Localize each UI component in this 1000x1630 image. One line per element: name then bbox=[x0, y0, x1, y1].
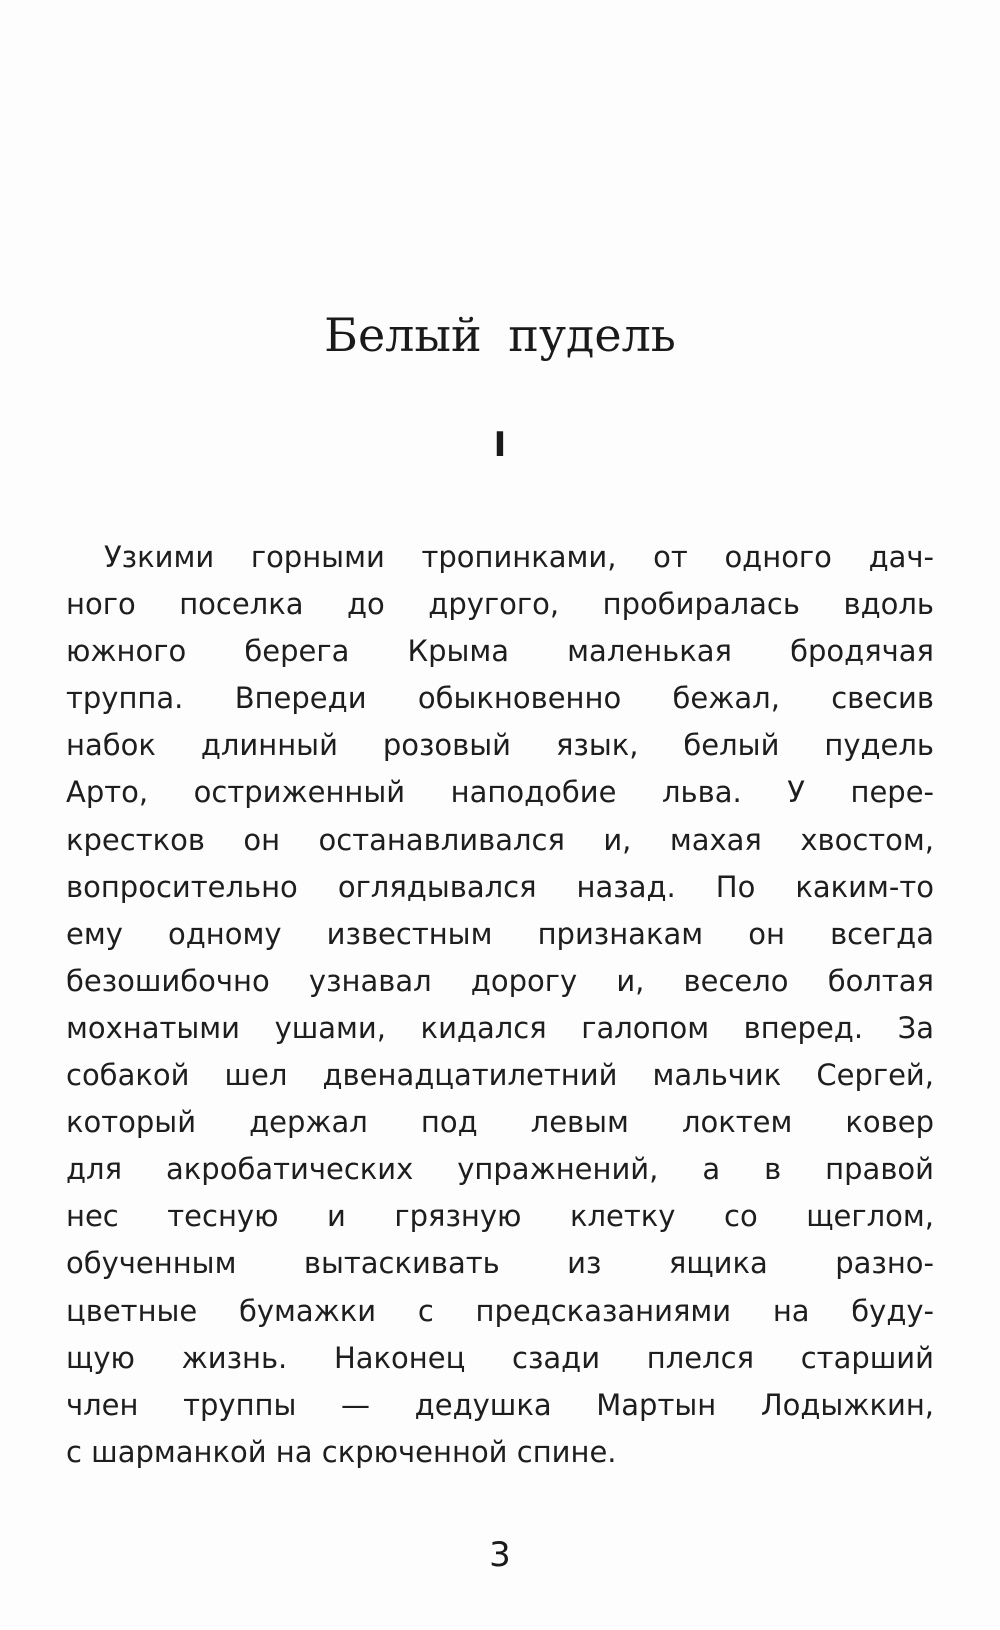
text-line: безошибочно узнавал дорогу и, весело болтая bbox=[66, 963, 934, 998]
text-line: для акробатических упражнений, а в правой bbox=[66, 1152, 934, 1187]
text-line: который держал под левым локтем ковер bbox=[66, 1105, 934, 1140]
text-line: Арто, остриженный наподобие льва. У пере- bbox=[66, 775, 934, 810]
text-line: ему одному известным признакам он всегда bbox=[66, 916, 934, 951]
page-number: 3 bbox=[489, 1535, 511, 1575]
text-line: южного берега Крыма маленькая бродячая bbox=[66, 634, 934, 669]
text-line: ного поселка до другого, пробиралась вдоль bbox=[66, 587, 934, 622]
text-line: цветные бумажки с предсказаниями на буду- bbox=[66, 1293, 934, 1328]
text-line: Узкими горными тропинками, от одного дач- bbox=[104, 540, 934, 574]
chapter-number: I bbox=[493, 425, 507, 465]
text-line: с шарманкой на скрюченной спине. bbox=[66, 1434, 617, 1469]
text-line: собакой шел двенадцатилетний мальчик Сергей, bbox=[66, 1058, 934, 1093]
text-line: мохнатыми ушами, кидался галопом вперед. За bbox=[66, 1010, 934, 1045]
text-line: обученным вытаскивать из ящика разно- bbox=[66, 1246, 934, 1281]
text-line: труппа. Впереди обыкновенно бежал, свесив bbox=[66, 681, 934, 716]
story-title: Белый пудель bbox=[324, 308, 676, 362]
text-line: вопросительно оглядывался назад. По каким-то bbox=[66, 869, 934, 904]
text-line: член труппы — дедушка Мартын Лодыжкин, bbox=[66, 1387, 934, 1422]
text-line: щую жизнь. Наконец сзади плелся старший bbox=[66, 1340, 934, 1375]
text-line: набок длинный розовый язык, белый пудель bbox=[66, 728, 934, 763]
text-line: нес тесную и грязную клетку со щеглом, bbox=[66, 1199, 934, 1234]
text-line: крестков он останавливался и, махая хвостом, bbox=[66, 822, 934, 857]
paragraph bbox=[66, 534, 934, 1476]
